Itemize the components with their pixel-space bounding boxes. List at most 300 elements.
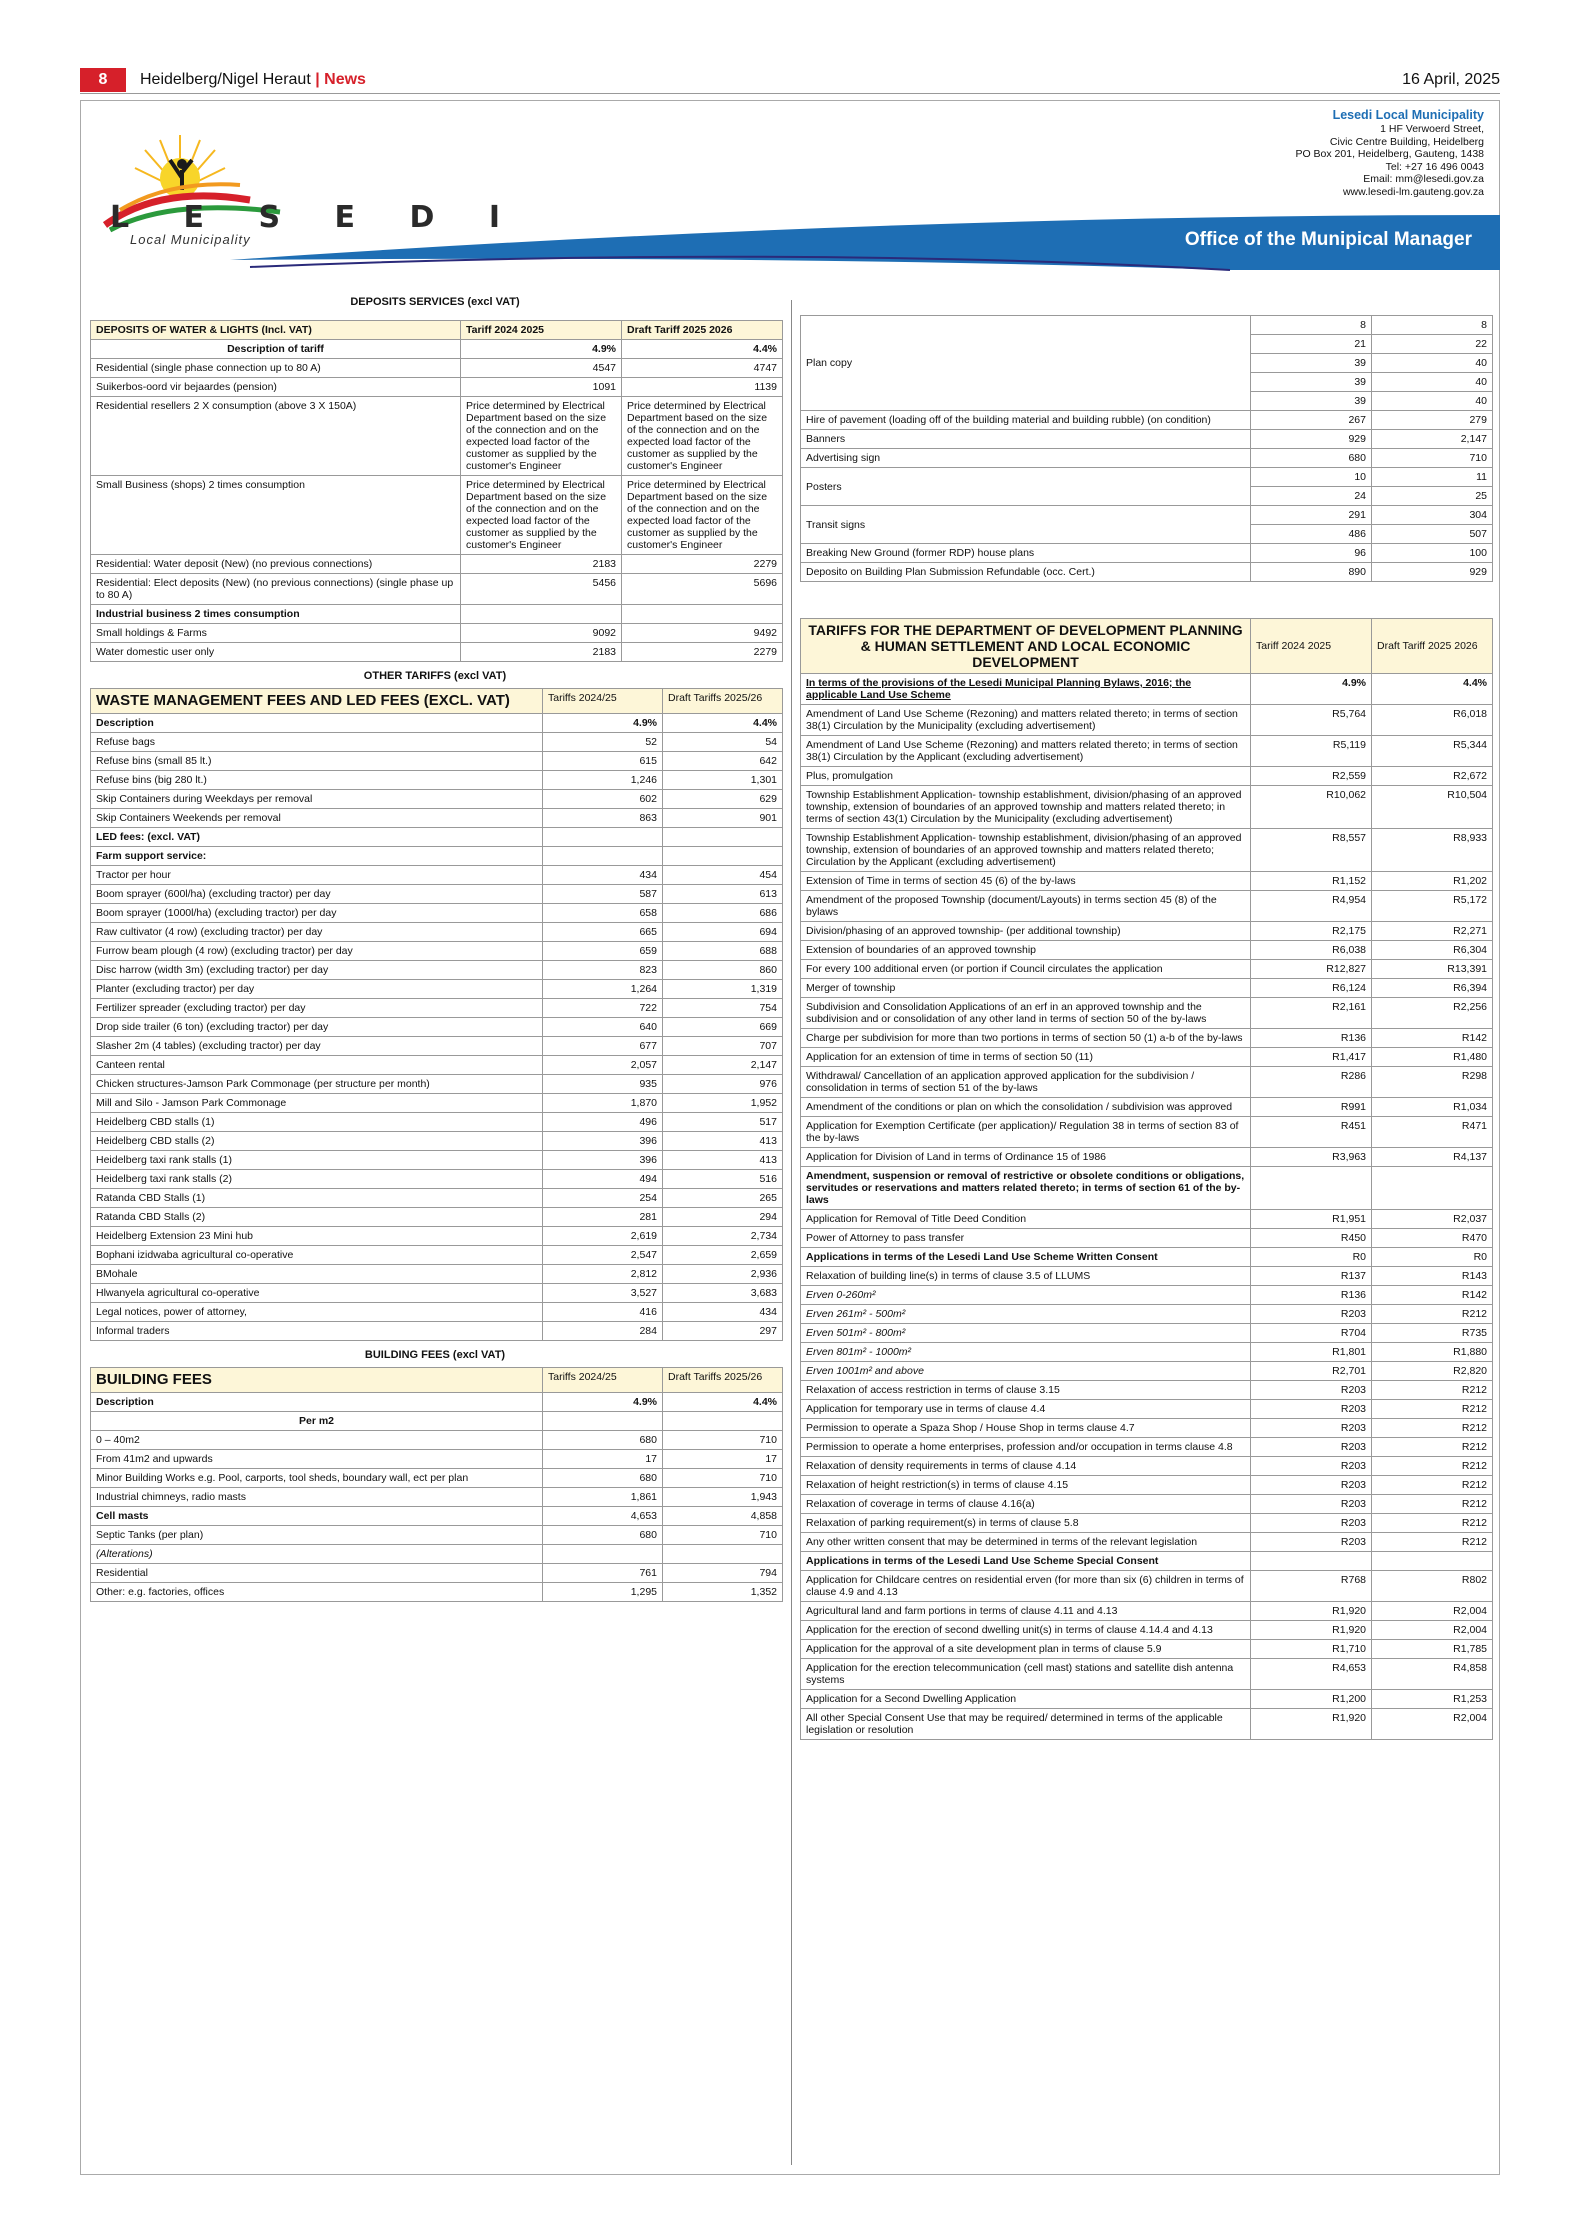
row-description: Per m2 (91, 1412, 543, 1431)
row-value: 517 (663, 1113, 783, 1132)
row-description: Small Business (shops) 2 times consumption (91, 476, 461, 555)
row-description: Minor Building Works e.g. Pool, carports, tool sheds, boundary wall, ect per plan (91, 1469, 543, 1488)
row-description: Canteen rental (91, 1056, 543, 1075)
row-description: Residential: Water deposit (New) (no previous connections) (91, 555, 461, 574)
row-value: 1,295 (543, 1583, 663, 1602)
table-row (801, 563, 1493, 582)
table-row (801, 922, 1493, 941)
row-value: 2,734 (663, 1227, 783, 1246)
row-value: 100 (1372, 544, 1493, 563)
row-value: R4,954 (1251, 891, 1372, 922)
row-value: 17 (543, 1450, 663, 1469)
table-row (801, 1659, 1493, 1690)
table-row (91, 1284, 783, 1303)
row-description: Heidelberg CBD stalls (1) (91, 1113, 543, 1132)
table-row (801, 1457, 1493, 1476)
row-description: Agricultural land and farm portions in terms of clause 4.11 and 4.13 (801, 1602, 1251, 1621)
row-value: R203 (1251, 1381, 1372, 1400)
row-value: 9092 (461, 624, 622, 643)
row-value: R2,004 (1372, 1602, 1493, 1621)
row-value: R13,391 (1372, 960, 1493, 979)
row-description: Deposito on Building Plan Submission Refundable (occ. Cert.) (801, 563, 1251, 582)
row-value: R203 (1251, 1419, 1372, 1438)
row-description: Heidelberg Extension 23 Mini hub (91, 1227, 543, 1246)
row-description: Withdrawal/ Cancellation of an application approved application for the subdivision / consolidation in terms of section 51 of the by-laws (801, 1067, 1251, 1098)
row-value: R1,920 (1251, 1602, 1372, 1621)
deposits-header-title: DEPOSITS OF WATER & LIGHTS (Incl. VAT) (91, 321, 461, 340)
row-value: 2,619 (543, 1227, 663, 1246)
row-value: R212 (1372, 1381, 1493, 1400)
row-value: R4,137 (1372, 1148, 1493, 1167)
row-description: Bophani izidwaba agricultural co-operative (91, 1246, 543, 1265)
row-value: R12,827 (1251, 960, 1372, 979)
row-value: R2,161 (1251, 998, 1372, 1029)
row-value: R1,480 (1372, 1048, 1493, 1067)
table-row (91, 1488, 783, 1507)
row-value: 2,936 (663, 1265, 783, 1284)
table-row (91, 359, 783, 378)
row-value: 516 (663, 1170, 783, 1189)
building-header-col: Tariffs 2024/25 (543, 1368, 663, 1393)
row-value: 2,057 (543, 1056, 663, 1075)
row-value: R450 (1251, 1229, 1372, 1248)
row-value: 976 (663, 1075, 783, 1094)
office-banner-title: Office of the Munipical Manager (1184, 229, 1472, 250)
row-value: R203 (1251, 1457, 1372, 1476)
row-value: R203 (1251, 1476, 1372, 1495)
row-value: R212 (1372, 1438, 1493, 1457)
row-value: 901 (663, 809, 783, 828)
row-description: Ratanda CBD Stalls (1) (91, 1189, 543, 1208)
row-value: R2,271 (1372, 922, 1493, 941)
table-row (91, 1583, 783, 1602)
row-description: Any other written consent that may be determined in terms of the relevant legislation (801, 1533, 1251, 1552)
row-value: R2,820 (1372, 1362, 1493, 1381)
row-description: Application for temporary use in terms of clause 4.4 (801, 1400, 1251, 1419)
row-description: Subdivision and Consolidation Applications of an erf in an approved township and the subdivision and or consolidation of any other land in terms of section 50 of the by-laws (801, 998, 1251, 1029)
building-header-title: BUILDING FEES (91, 1368, 543, 1393)
row-description: Power of Attorney to pass transfer (801, 1229, 1251, 1248)
row-value: 615 (543, 752, 663, 771)
deposits-caption: DEPOSITS SERVICES (excl VAT) (350, 296, 520, 308)
row-description: Posters (801, 468, 1251, 506)
row-value: 5696 (622, 574, 783, 605)
table-row (801, 786, 1493, 829)
table-row (801, 430, 1493, 449)
misc-rows (801, 316, 1493, 582)
row-value: R1,920 (1251, 1621, 1372, 1640)
contact-line: Tel: +27 16 496 0043 (1385, 160, 1484, 173)
table-row (91, 1469, 783, 1488)
row-value: 2183 (461, 643, 622, 662)
table-row (801, 829, 1493, 872)
table-row (91, 1564, 783, 1583)
table-row (801, 1286, 1493, 1305)
row-description: Application for a Second Dwelling Application (801, 1690, 1251, 1709)
table-row (801, 1381, 1493, 1400)
row-value (663, 1412, 783, 1431)
row-value (663, 847, 783, 866)
row-value: R3,963 (1251, 1148, 1372, 1167)
row-value: 1,952 (663, 1094, 783, 1113)
row-description: Residential resellers 2 X consumption (above 3 X 150A) (91, 397, 461, 476)
table-row (91, 923, 783, 942)
table-row (91, 1393, 783, 1412)
table-row (801, 468, 1493, 487)
row-description: Mill and Silo - Jamson Park Commonage (91, 1094, 543, 1113)
row-value: R1,880 (1372, 1343, 1493, 1362)
row-description: Residential (91, 1564, 543, 1583)
row-value: R142 (1372, 1286, 1493, 1305)
deposits-header-col: Tariff 2024 2025 (461, 321, 622, 340)
row-value: 434 (663, 1303, 783, 1322)
table-row (91, 1450, 783, 1469)
row-value: 686 (663, 904, 783, 923)
row-value: Price determined by Electrical Department based on the size of the connection and on the expected load factor of the customer as supplied by the customer's Engineer (461, 397, 622, 476)
row-value: 507 (1372, 525, 1493, 544)
row-value: 665 (543, 923, 663, 942)
deposits-subheader: Description of tariff (91, 340, 461, 359)
dev-rows (801, 674, 1493, 1740)
table-row (801, 1533, 1493, 1552)
row-description: Legal notices, power of attorney, (91, 1303, 543, 1322)
row-value: R5,344 (1372, 736, 1493, 767)
row-description: Plus, promulgation (801, 767, 1251, 786)
row-value: R286 (1251, 1067, 1372, 1098)
waste-header-col: Tariffs 2024/25 (543, 689, 663, 714)
row-value: Price determined by Electrical Department based on the size of the connection and on the expected load factor of the customer as supplied by the customer's Engineer (622, 476, 783, 555)
row-description: Charge per subdivision for more than two portions in terms of section 50 (1) a-b of the by-laws (801, 1029, 1251, 1048)
row-description: Description (91, 1393, 543, 1412)
row-description: Hire of pavement (loading off of the building material and building rubble) (on condition) (801, 411, 1251, 430)
table-row (801, 1709, 1493, 1740)
row-value: 794 (663, 1564, 783, 1583)
row-description: From 41m2 and upwards (91, 1450, 543, 1469)
row-description: Township Establishment Application- township establishment, division/phasing of an approved township, extension of boundaries of an approved township and matters related thereto; Circulation by the Applicant (excluding advertisement) (801, 829, 1251, 872)
row-description: Industrial chimneys, radio masts (91, 1488, 543, 1507)
row-description: Relaxation of building line(s) in terms of clause 3.5 of LLUMS (801, 1267, 1251, 1286)
misc-fees-table (800, 315, 1493, 582)
row-description: Erven 1001m² and above (801, 1362, 1251, 1381)
row-value: 284 (543, 1322, 663, 1341)
row-value: 1139 (622, 378, 783, 397)
table-row (91, 1322, 783, 1341)
row-value: R212 (1372, 1476, 1493, 1495)
waste-caption: OTHER TARIFFS (excl VAT) (363, 670, 507, 682)
table-row (801, 979, 1493, 998)
table-row (801, 544, 1493, 563)
row-value: 2279 (622, 555, 783, 574)
table-row (91, 1018, 783, 1037)
row-description: Informal traders (91, 1322, 543, 1341)
row-value: R212 (1372, 1400, 1493, 1419)
row-description: Raw cultivator (4 row) (excluding tractor) per day (91, 923, 543, 942)
row-value: Price determined by Electrical Department based on the size of the connection and on the expected load factor of the customer as supplied by the customer's Engineer (622, 397, 783, 476)
row-value: 4,858 (663, 1507, 783, 1526)
row-value: 96 (1251, 544, 1372, 563)
contact-line: Email: mm@lesedi.gov.za (1363, 173, 1484, 185)
row-value: R802 (1372, 1571, 1493, 1602)
row-value: 39 (1251, 373, 1372, 392)
row-description: Extension of Time in terms of section 45 (6) of the by-laws (801, 872, 1251, 891)
row-value: 1,352 (663, 1583, 783, 1602)
row-value: 2183 (461, 555, 622, 574)
row-value: R4,653 (1251, 1659, 1372, 1690)
row-description: Planter (excluding tractor) per day (91, 980, 543, 999)
row-description: Residential (single phase connection up to 80 A) (91, 359, 461, 378)
row-value: 39 (1251, 354, 1372, 373)
row-description: Application for Childcare centres on residential erven (for more than six (6) children in terms of clause 4.9 and 4.13 (801, 1571, 1251, 1602)
table-row (801, 1067, 1493, 1098)
row-value: 2,147 (1372, 430, 1493, 449)
masthead (80, 64, 1500, 94)
row-value: 680 (1251, 449, 1372, 468)
table-row (91, 847, 783, 866)
org-name: Lesedi Local Municipality (1332, 108, 1484, 122)
page-number: 8 (80, 68, 126, 92)
row-value: R212 (1372, 1305, 1493, 1324)
row-value: R1,200 (1251, 1690, 1372, 1709)
building-header-col: Draft Tariffs 2025/26 (663, 1368, 783, 1393)
logo-subtitle: Local Municipality (130, 232, 251, 247)
row-description: Suikerbos-oord vir bejaardes (pension) (91, 378, 461, 397)
row-value: 494 (543, 1170, 663, 1189)
table-row (801, 1400, 1493, 1419)
row-description: Permission to operate a Spaza Shop / House Shop in terms clause 4.7 (801, 1419, 1251, 1438)
row-description: Amendment of Land Use Scheme (Rezoning) and matters related thereto; in terms of section 38(1) Circulation by the Applicant (excluding advertisement) (801, 736, 1251, 767)
row-value: 4547 (461, 359, 622, 378)
table-row (801, 1640, 1493, 1659)
row-value: 860 (663, 961, 783, 980)
table-row (91, 1113, 783, 1132)
row-value: 4.9% (1251, 674, 1372, 705)
row-value: 413 (663, 1132, 783, 1151)
row-description: Applications in terms of the Lesedi Land Use Scheme Written Consent (801, 1248, 1251, 1267)
row-value: 4.4% (1372, 674, 1493, 705)
row-value (622, 605, 783, 624)
row-description: Cell masts (91, 1507, 543, 1526)
row-description: In terms of the provisions of the Lesedi Municipal Planning Bylaws, 2016; the applicable Land Use Scheme (801, 674, 1251, 705)
table-row (801, 891, 1493, 922)
row-description: Disc harrow (width 3m) (excluding tractor) per day (91, 961, 543, 980)
row-value: 1,861 (543, 1488, 663, 1507)
row-value: R2,004 (1372, 1621, 1493, 1640)
table-row (91, 714, 783, 733)
row-value: R212 (1372, 1514, 1493, 1533)
row-value: R8,557 (1251, 829, 1372, 872)
row-value: R2,256 (1372, 998, 1493, 1029)
table-row (801, 1167, 1493, 1210)
table-row (91, 999, 783, 1018)
row-value (543, 1545, 663, 1564)
table-row (91, 397, 783, 476)
row-description: Township Establishment Application- township establishment, division/phasing of an approved township, extension of boundaries of an approved township and matters related thereto; in terms of section 43(1) Circulation by the Municipality (excluding advertisement) (801, 786, 1251, 829)
row-value: 1,319 (663, 980, 783, 999)
table-row (801, 1690, 1493, 1709)
table-row (801, 506, 1493, 525)
row-description: Application for Division of Land in terms of Ordinance 15 of 1986 (801, 1148, 1251, 1167)
table-row (91, 1132, 783, 1151)
table-row (801, 1419, 1493, 1438)
row-value: 454 (663, 866, 783, 885)
row-value: 17 (663, 1450, 783, 1469)
table-row (801, 872, 1493, 891)
table-row (801, 1305, 1493, 1324)
row-value: 587 (543, 885, 663, 904)
row-value: 8 (1372, 316, 1493, 335)
row-value: 11 (1372, 468, 1493, 487)
row-value: R1,034 (1372, 1098, 1493, 1117)
row-description: (Alterations) (91, 1545, 543, 1564)
row-value: 279 (1372, 411, 1493, 430)
row-value: 1,870 (543, 1094, 663, 1113)
table-row (91, 904, 783, 923)
row-value: 22 (1372, 335, 1493, 354)
row-description: Application for Exemption Certificate (per application)/ Regulation 38 in terms of section 83 of the by-laws (801, 1117, 1251, 1148)
row-description: Skip Containers during Weekdays per removal (91, 790, 543, 809)
row-description: Boom sprayer (600l/ha) (excluding tractor) per day (91, 885, 543, 904)
waste-header-col: Draft Tariffs 2025/26 (663, 689, 783, 714)
table-row (801, 1117, 1493, 1148)
row-description: Small holdings & Farms (91, 624, 461, 643)
row-description: Application for an extension of time in terms of section 50 (11) (801, 1048, 1251, 1067)
row-value: R143 (1372, 1267, 1493, 1286)
table-row (801, 1621, 1493, 1640)
dev-header-col: Draft Tariff 2025 2026 (1372, 619, 1493, 674)
deposits-rate: 4.9% (461, 340, 622, 359)
row-value: 4,653 (543, 1507, 663, 1526)
row-value: R0 (1251, 1248, 1372, 1267)
row-value: 297 (663, 1322, 783, 1341)
row-value: R2,175 (1251, 922, 1372, 941)
row-value: 291 (1251, 506, 1372, 525)
row-description: Drop side trailer (6 ton) (excluding tractor) per day (91, 1018, 543, 1037)
table-row (91, 1094, 783, 1113)
table-row (91, 555, 783, 574)
row-value: R470 (1372, 1229, 1493, 1248)
row-value: R203 (1251, 1495, 1372, 1514)
row-value: R5,119 (1251, 736, 1372, 767)
row-value (543, 847, 663, 866)
row-value: 2,812 (543, 1265, 663, 1284)
row-value: 2279 (622, 643, 783, 662)
table-row (91, 1189, 783, 1208)
row-value: R1,785 (1372, 1640, 1493, 1659)
row-value: R212 (1372, 1495, 1493, 1514)
row-value: 4.4% (663, 1393, 783, 1412)
table-row (801, 767, 1493, 786)
row-description: Amendment of the proposed Township (document/Layouts) in terms section 45 (8) of the bylaws (801, 891, 1251, 922)
row-value: R2,037 (1372, 1210, 1493, 1229)
row-value: 680 (543, 1469, 663, 1488)
table-row (91, 809, 783, 828)
table-row (801, 1571, 1493, 1602)
row-value: 688 (663, 942, 783, 961)
row-value: 5456 (461, 574, 622, 605)
row-value: R1,710 (1251, 1640, 1372, 1659)
table-row (801, 1343, 1493, 1362)
table-row (801, 1552, 1493, 1571)
row-description: Heidelberg CBD stalls (2) (91, 1132, 543, 1151)
row-value (663, 828, 783, 847)
row-value: 890 (1251, 563, 1372, 582)
table-row (91, 885, 783, 904)
table-row (91, 1246, 783, 1265)
table-row (91, 790, 783, 809)
publication-title (140, 68, 366, 92)
table-row (91, 828, 783, 847)
row-description: Erven 0-260m² (801, 1286, 1251, 1305)
table-row (801, 1438, 1493, 1457)
row-value: 3,683 (663, 1284, 783, 1303)
row-description: Hlwanyela agricultural co-operative (91, 1284, 543, 1303)
dev-planning-table (800, 618, 1493, 1740)
paper-name: Heidelberg/Nigel Heraut (140, 71, 311, 88)
row-value: 640 (543, 1018, 663, 1037)
row-description: 0 – 40m2 (91, 1431, 543, 1450)
table-row (801, 1324, 1493, 1343)
row-description: Industrial business 2 times consumption (91, 605, 461, 624)
row-value: R2,672 (1372, 767, 1493, 786)
table-row (91, 624, 783, 643)
row-value: R1,920 (1251, 1709, 1372, 1740)
table-row (801, 1267, 1493, 1286)
row-description: Description (91, 714, 543, 733)
row-value: 1,943 (663, 1488, 783, 1507)
row-value: 642 (663, 752, 783, 771)
logo-wordmark: L E S E D I (110, 200, 522, 235)
row-description: Extension of boundaries of an approved township (801, 941, 1251, 960)
row-value (461, 605, 622, 624)
table-row (801, 1210, 1493, 1229)
table-row (91, 476, 783, 555)
table-row (801, 736, 1493, 767)
row-value: R6,018 (1372, 705, 1493, 736)
row-value: 25 (1372, 487, 1493, 506)
row-value: 4747 (622, 359, 783, 378)
row-value: R2,701 (1251, 1362, 1372, 1381)
row-value: R1,202 (1372, 872, 1493, 891)
row-value: R1,417 (1251, 1048, 1372, 1067)
row-description: Chicken structures-Jamson Park Commonage (per structure per month) (91, 1075, 543, 1094)
row-description: Amendment of the conditions or plan on which the consolidation / subdivision was approved (801, 1098, 1251, 1117)
building-table (90, 1367, 783, 1602)
table-row (91, 1412, 783, 1431)
row-value: 629 (663, 790, 783, 809)
table-row (91, 866, 783, 885)
table-row (91, 980, 783, 999)
row-description: Applications in terms of the Lesedi Land Use Scheme Special Consent (801, 1552, 1251, 1571)
row-value: R735 (1372, 1324, 1493, 1343)
table-row (91, 1037, 783, 1056)
row-value (1372, 1167, 1493, 1210)
row-description: Ratanda CBD Stalls (2) (91, 1208, 543, 1227)
row-value: 710 (663, 1526, 783, 1545)
row-value: R1,801 (1251, 1343, 1372, 1362)
row-value: 658 (543, 904, 663, 923)
row-value: 2,147 (663, 1056, 783, 1075)
contact-line: 1 HF Verwoerd Street, (1380, 123, 1484, 135)
row-description: Relaxation of access restriction in terms of clause 3.15 (801, 1381, 1251, 1400)
row-description: Refuse bins (small 85 lt.) (91, 752, 543, 771)
row-value (1372, 1552, 1493, 1571)
waste-rows (91, 714, 783, 1341)
table-row (801, 998, 1493, 1029)
row-description: Refuse bins (big 280 lt.) (91, 771, 543, 790)
row-value: R203 (1251, 1438, 1372, 1457)
row-value: Price determined by Electrical Department based on the size of the connection and on the expected load factor of the customer as supplied by the customer's Engineer (461, 476, 622, 555)
row-value: R6,038 (1251, 941, 1372, 960)
